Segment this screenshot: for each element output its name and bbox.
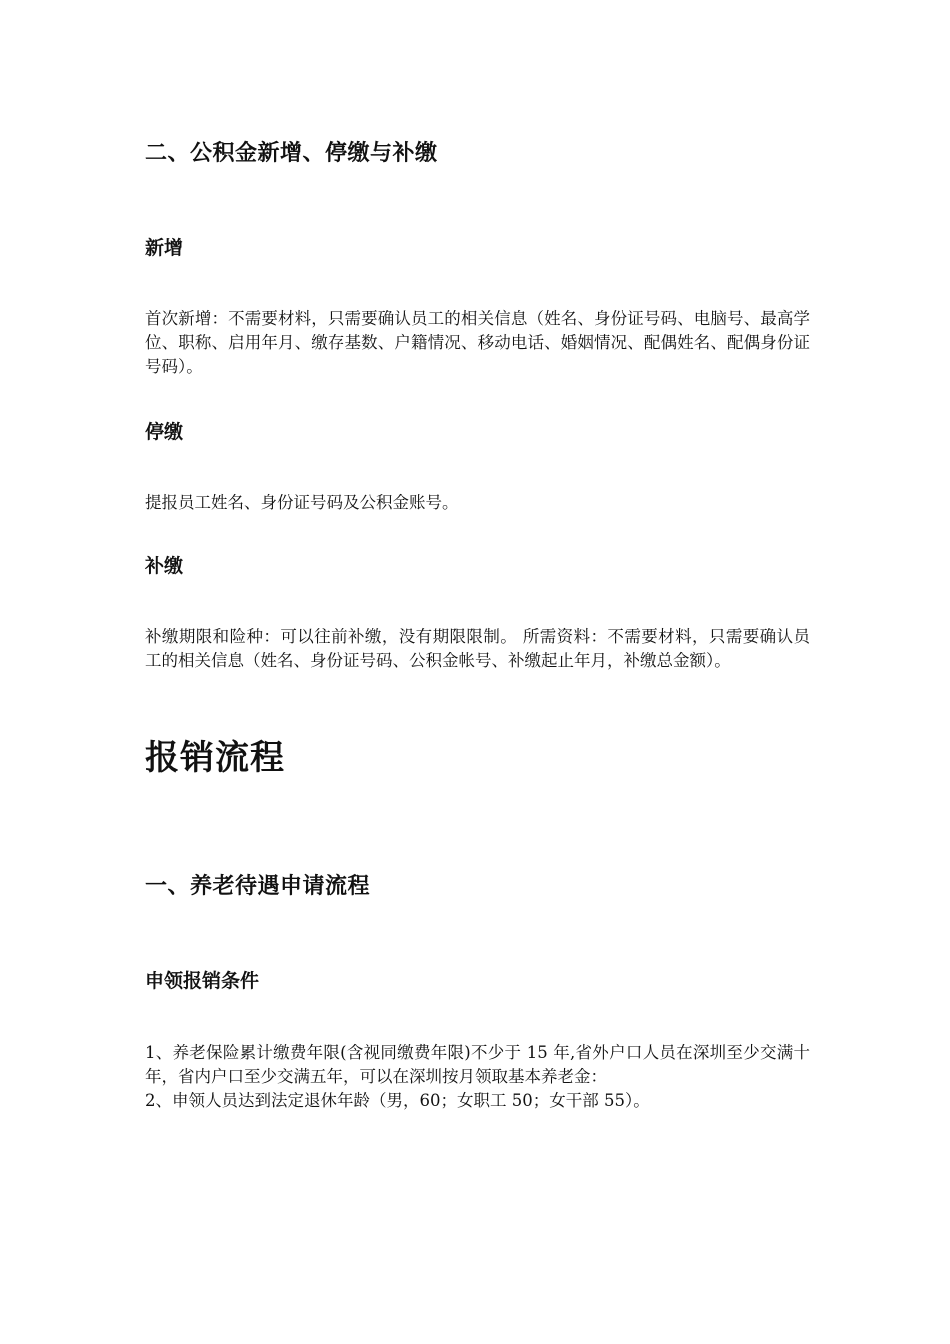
paragraph-new: 首次新增：不需要材料，只需要确认员工的相关信息（姓名、身份证号码、电脑号、最高学位、职称、启用年月、缴存基数、户籍情况、移动电话、婚姻情况、配偶姓名、配偶身份证号码）。	[145, 309, 810, 376]
page-title-reimbursement: 报销流程	[145, 738, 285, 778]
subheading-new: 新增	[145, 237, 184, 259]
condition-line-2: 2、申领人员达到法定退休年龄（男，60；女职工 50；女干部 55）。	[145, 1091, 650, 1110]
section-title-pension: 一、养老待遇申请流程	[145, 874, 371, 899]
section-title-housing-fund: 二、公积金新增、停缴与补缴	[145, 141, 438, 166]
paragraph-back-payment: 补缴期限和险种：可以往前补缴，没有期限限制。 所需资料：不需要材料，只需要确认员工的相关信息（姓名、身份证号码、公积金帐号、补缴起止年月，补缴总金额）。	[145, 627, 810, 670]
subheading-back-payment: 补缴	[145, 555, 184, 577]
subheading-conditions: 申领报销条件	[145, 970, 260, 992]
paragraph-stop: 提报员工姓名、身份证号码及公积金账号。	[145, 493, 459, 512]
condition-line-1: 1、养老保险累计缴费年限(含视同缴费年限)不少于 15 年,省外户口人员在深圳至少交满十年，省内户口至少交满五年，可以在深圳按月领取基本养老金：	[145, 1043, 810, 1086]
subheading-stop: 停缴	[145, 421, 184, 443]
